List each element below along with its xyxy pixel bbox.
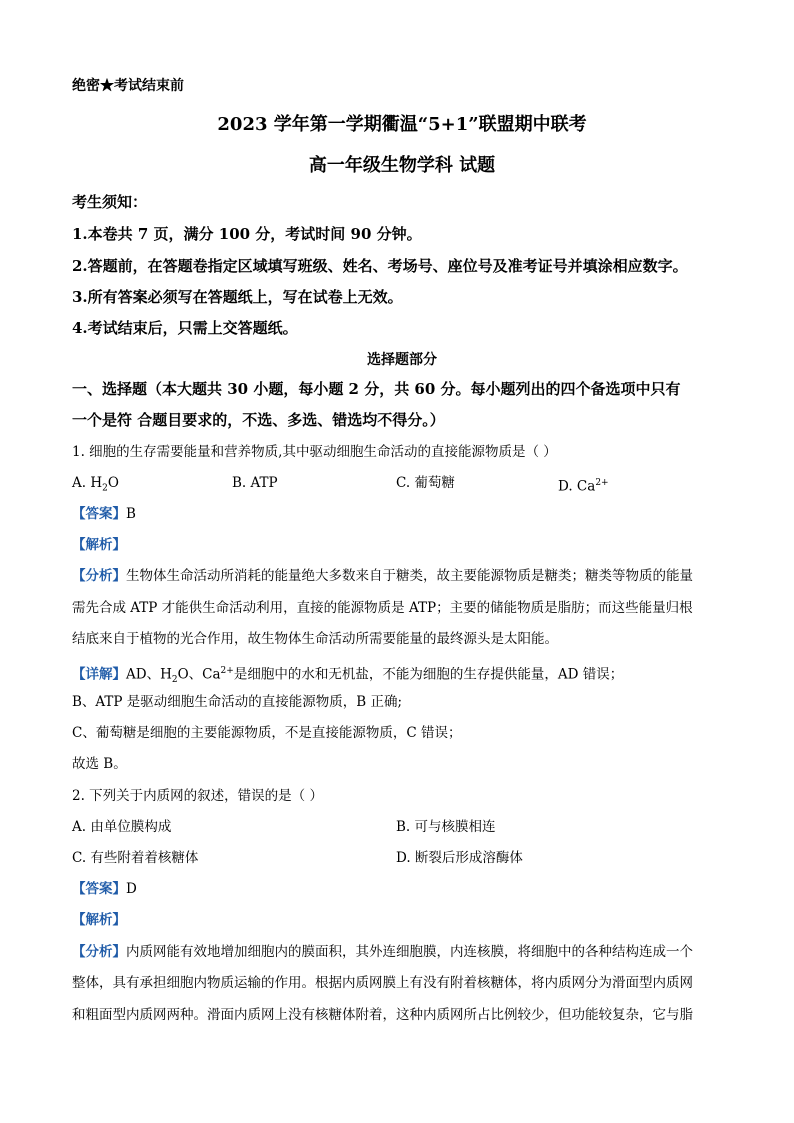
- q2-fenxi-line: 和粗面型内质网两种。滑面内质网上没有核糖体附着，这种内质网所占比例较少，但功能较复杂，它与脂: [72, 1007, 693, 1023]
- q1-option-c: C. 葡萄糖: [396, 475, 455, 491]
- notice-heading: 考生须知：: [72, 193, 148, 211]
- q1-fenxi-line: 需先合成 ATP 才能供生命活动利用，直接的能源物质是 ATP；主要的储能物质是脂肪；而这些能量归根: [72, 600, 693, 616]
- q2-answer: 【答案】D: [72, 881, 137, 897]
- notice-item: 3.所有答案必须写在答题纸上，写在试卷上无效。: [72, 288, 403, 306]
- fenxi-tag: 【分析】: [72, 568, 126, 584]
- answer-tag: 【答案】: [72, 506, 126, 522]
- notice-item: 2.答题前，在答题卷指定区域填写班级、姓名、考场号、座位号及准考证号并填涂相应数字。: [72, 257, 688, 275]
- xiangjie-tag: 【详解】: [72, 666, 126, 683]
- answer-tag: 【答案】: [72, 881, 126, 897]
- q2-fenxi-line: 【分析】内质网能有效地增加细胞内的膜面积，其外连细胞膜，内连核膜，将细胞中的各种结构连成一个: [72, 944, 693, 960]
- q1-fenxi-line: 结底来自于植物的光合作用，故生物体生命活动所需要能量的最终源头是太阳能。: [72, 631, 558, 647]
- q2-option-b: B. 可与核膜相连: [396, 819, 496, 835]
- q1-xiangjie-line: 【详解】AD、$H_2O$、$Ca^{2+}$是细胞中的水和无机盐，不能为细胞的生存提供能量，AD 错误；: [72, 666, 624, 686]
- q2-fenxi-line: 整体，具有承担细胞内物质运输的作用。根据内质网膜上有没有附着核糖体，将内质网分为滑面型内质网: [72, 975, 693, 991]
- q1-option-b: B. ATP: [232, 475, 278, 491]
- q2-option-a: A. 由单位膜构成: [72, 819, 172, 835]
- q1-answer: 【答案】B: [72, 506, 136, 522]
- secret-label: 绝密★考试结束前: [72, 78, 184, 94]
- fenxi-tag: 【分析】: [72, 944, 126, 960]
- exam-title: 2023 学年第一学期衢温“5+1”联盟期中联考: [217, 114, 587, 135]
- q1-conclusion: 故选 B。: [72, 756, 127, 772]
- q1-fenxi-line: 【分析】生物体生命活动所消耗的能量绝大多数来自于糖类，故主要能源物质是糖类；糖类等物质的能量: [72, 568, 693, 584]
- q2-option-d: D. 断裂后形成溶酶体: [396, 850, 523, 866]
- section-title: 选择题部分: [367, 352, 437, 368]
- q2-option-c: C. 有些附着着核糖体: [72, 850, 199, 866]
- q1-option-d: D. $Ca^{2+}$: [558, 478, 609, 495]
- question-1-stem: 1. 细胞的生存需要能量和营养物质,其中驱动细胞生命活动的直接能源物质是（ ）: [72, 444, 557, 460]
- q1-option-a: A. $H_2O$: [72, 475, 119, 494]
- notice-item: 4.考试结束后，只需上交答题纸。: [72, 319, 298, 337]
- q1-xiangjie-line: B、ATP 是驱动细胞生命活动的直接能源物质，B 正确;: [72, 694, 403, 710]
- section-instruction: 一个是符 合题目要求的，不选、多选、错选均不得分。）: [72, 411, 445, 429]
- q2-analysis-tag: 【解析】: [72, 912, 126, 928]
- question-2-stem: 2. 下列关于内质网的叙述，错误的是（ ）: [72, 788, 323, 804]
- section-instruction: 一、选择题（本大题共 30 小题，每小题 2 分，共 60 分。每小题列出的四个备选项中只有: [72, 380, 681, 398]
- q1-xiangjie-line: C、葡萄糖是细胞的主要能源物质，不是直接能源物质，C 错误；: [72, 725, 462, 741]
- exam-subtitle: 高一年级生物学科 试题: [308, 155, 496, 176]
- q1-analysis-tag: 【解析】: [72, 537, 126, 553]
- notice-item: 1.本卷共 7 页，满分 100 分，考试时间 90 分钟。: [72, 225, 422, 243]
